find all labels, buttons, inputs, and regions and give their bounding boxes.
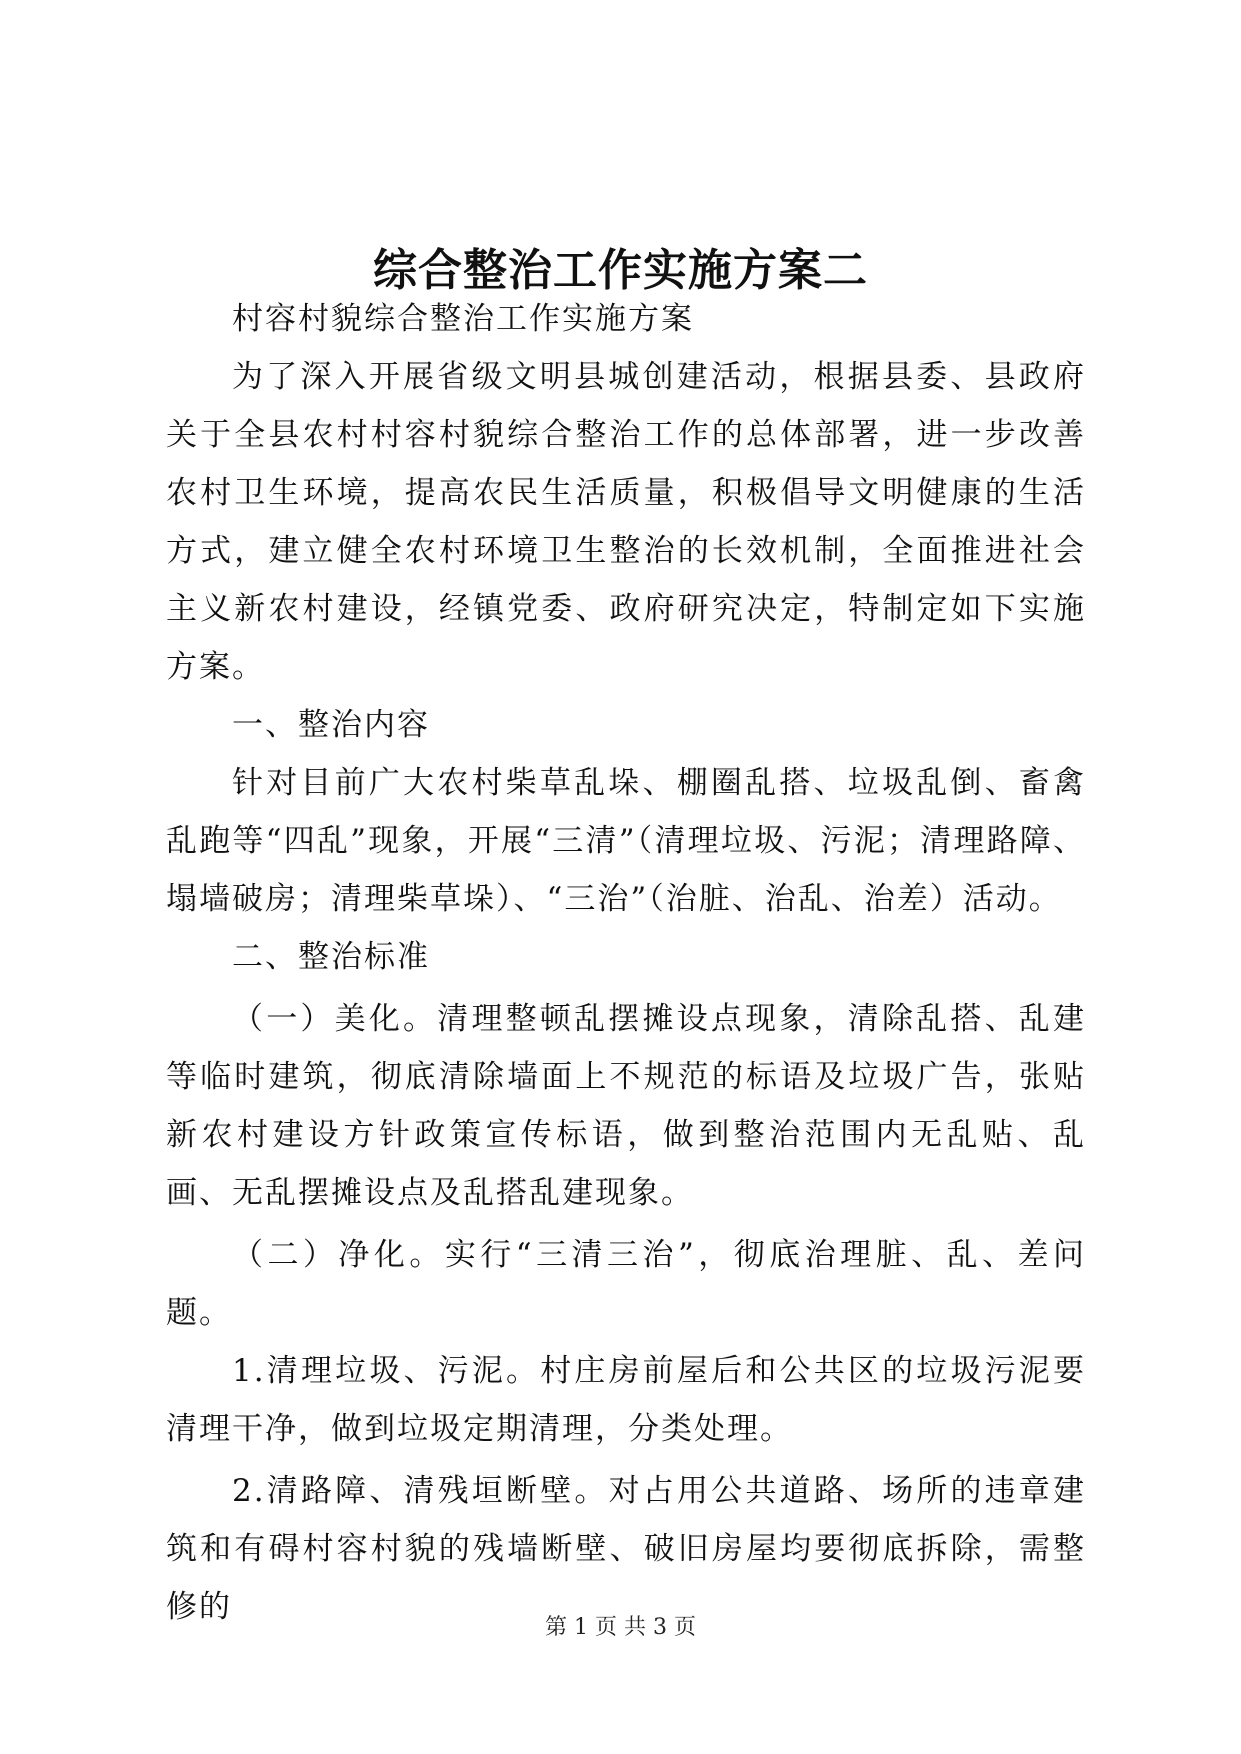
paragraph-section-1: 针对目前广大农村柴草乱垛、棚圈乱搭、垃圾乱倒、畜禽乱跑等“四乱”现象，开展“三清”（清理垃圾、污泥；清理路障、塌墙破房；清理柴草垛）、“三治”（治脏、治乱、治差）活动。 (166, 765, 1086, 917)
document-body (166, 290, 1086, 1636)
heading-section-2: 二、整治标准 (232, 939, 430, 975)
paragraph-item-1: 1.清理垃圾、污泥。村庄房前屋后和公共区的垃圾污泥要清理干净，做到垃圾定期清理，分类处理。 (166, 1353, 1086, 1447)
paragraph-item-2: 2.清路障、清残垣断壁。对占用公共道路、场所的违章建筑和有碍村容村貌的残墙断壁、破旧房屋均要彻底拆除，需整修的 (166, 1473, 1086, 1625)
paragraph-purify: （二）净化。实行“三清三治”，彻底治理脏、乱、差问题。 (166, 1237, 1086, 1331)
page-footer: 第 1 页 共 3 页 (545, 1615, 696, 1640)
heading-section-1: 一、整治内容 (232, 707, 430, 743)
paragraph-beautify: （一）美化。清理整顿乱摆摊设点现象，清除乱搭、乱建等临时建筑，彻底清除墙面上不规范的标语及垃圾广告，张贴新农村建设方针政策宣传标语，做到整治范围内无乱贴、乱画、无乱摆摊设点及乱搭乱建现象。 (166, 1001, 1086, 1211)
paragraph-subtitle: 村容村貌综合整治工作实施方案 (232, 301, 694, 337)
document-title: 综合整治工作实施方案二 (373, 245, 868, 297)
paragraph-intro: 为了深入开展省级文明县城创建活动，根据县委、县政府关于全县农村村容村貌综合整治工作的总体部署，进一步改善农村卫生环境，提高农民生活质量，积极倡导文明健康的生活方式，建立健全农村环境卫生整治的长效机制，全面推进社会主义新农村建设，经镇党委、政府研究决定，特制定如下实施方案。 (166, 359, 1086, 685)
